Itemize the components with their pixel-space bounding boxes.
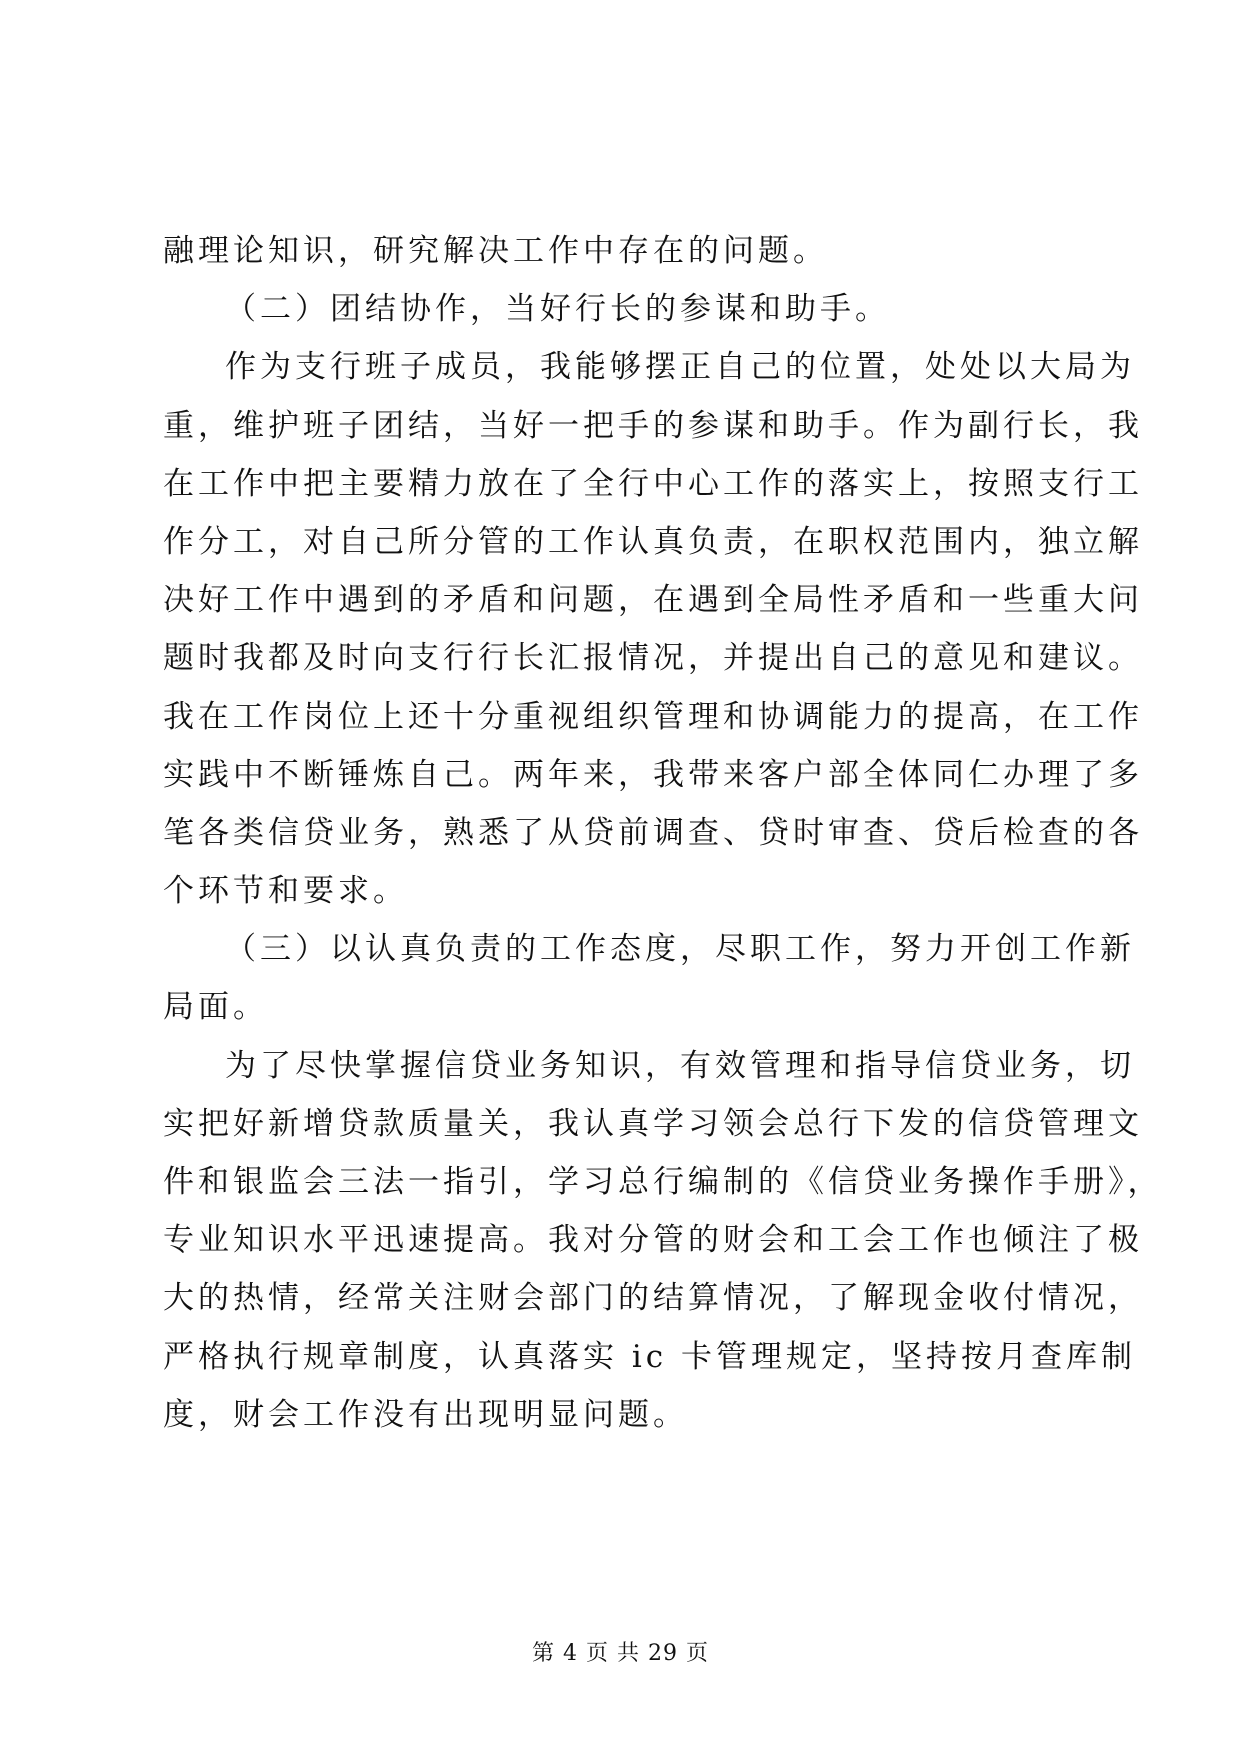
text-line: 融理论知识，研究解决工作中存在的问题。 bbox=[163, 233, 828, 269]
text-line: 实把好新增贷款质量关，我认真学习领会总行下发的信贷管理文 bbox=[163, 1105, 1143, 1142]
text-line: 作分工，对自己所分管的工作认真负责，在职权范围内，独立解 bbox=[163, 523, 1143, 560]
text-line: 在工作中把主要精力放在了全行中心工作的落实上，按照支行工 bbox=[163, 465, 1143, 502]
text-line: 为了尽快掌握信贷业务知识，有效管理和指导信贷业务，切 bbox=[225, 1047, 1135, 1084]
page-footer: 第 4 页 共 29 页 bbox=[532, 1641, 709, 1666]
body-text bbox=[163, 222, 1163, 1444]
text-line: 度，财会工作没有出现明显问题。 bbox=[163, 1396, 688, 1433]
text-line: 大的热情，经常关注财会部门的结算情况，了解现金收付情况， bbox=[163, 1280, 1143, 1317]
text-line: 我在工作岗位上还十分重视组织管理和协调能力的提高，在工作 bbox=[163, 698, 1143, 735]
text-line: 实践中不断锤炼自己。两年来，我带来客户部全体同仁办理了多 bbox=[163, 756, 1143, 793]
text-line: （三）以认真负责的工作态度，尽职工作，努力开创工作新 bbox=[225, 931, 1135, 968]
text-line: 局面。 bbox=[163, 989, 268, 1026]
text-line: 个环节和要求。 bbox=[163, 873, 408, 910]
text-line: 重，维护班子团结，当好一把手的参谋和助手。作为副行长，我 bbox=[163, 407, 1143, 444]
text-line: 件和银监会三法一指引，学习总行编制的《信贷业务操作手册》， bbox=[163, 1164, 1163, 1200]
text-line: 严格执行规章制度，认真落实 ic 卡管理规定，坚持按月查库制 bbox=[163, 1338, 1136, 1375]
text-line: 作为支行班子成员，我能够摆正自己的位置，处处以大局为 bbox=[225, 349, 1135, 386]
text-line: 题时我都及时向支行行长汇报情况，并提出自己的意见和建议。 bbox=[163, 640, 1143, 677]
text-line: 专业知识水平迅速提高。我对分管的财会和工会工作也倾注了极 bbox=[163, 1222, 1143, 1259]
text-line: 决好工作中遇到的矛盾和问题，在遇到全局性矛盾和一些重大问 bbox=[163, 582, 1143, 619]
text-line: 笔各类信贷业务，熟悉了从贷前调查、贷时审查、贷后检查的各 bbox=[163, 814, 1143, 851]
text-line: （二）团结协作，当好行长的参谋和助手。 bbox=[225, 291, 890, 328]
